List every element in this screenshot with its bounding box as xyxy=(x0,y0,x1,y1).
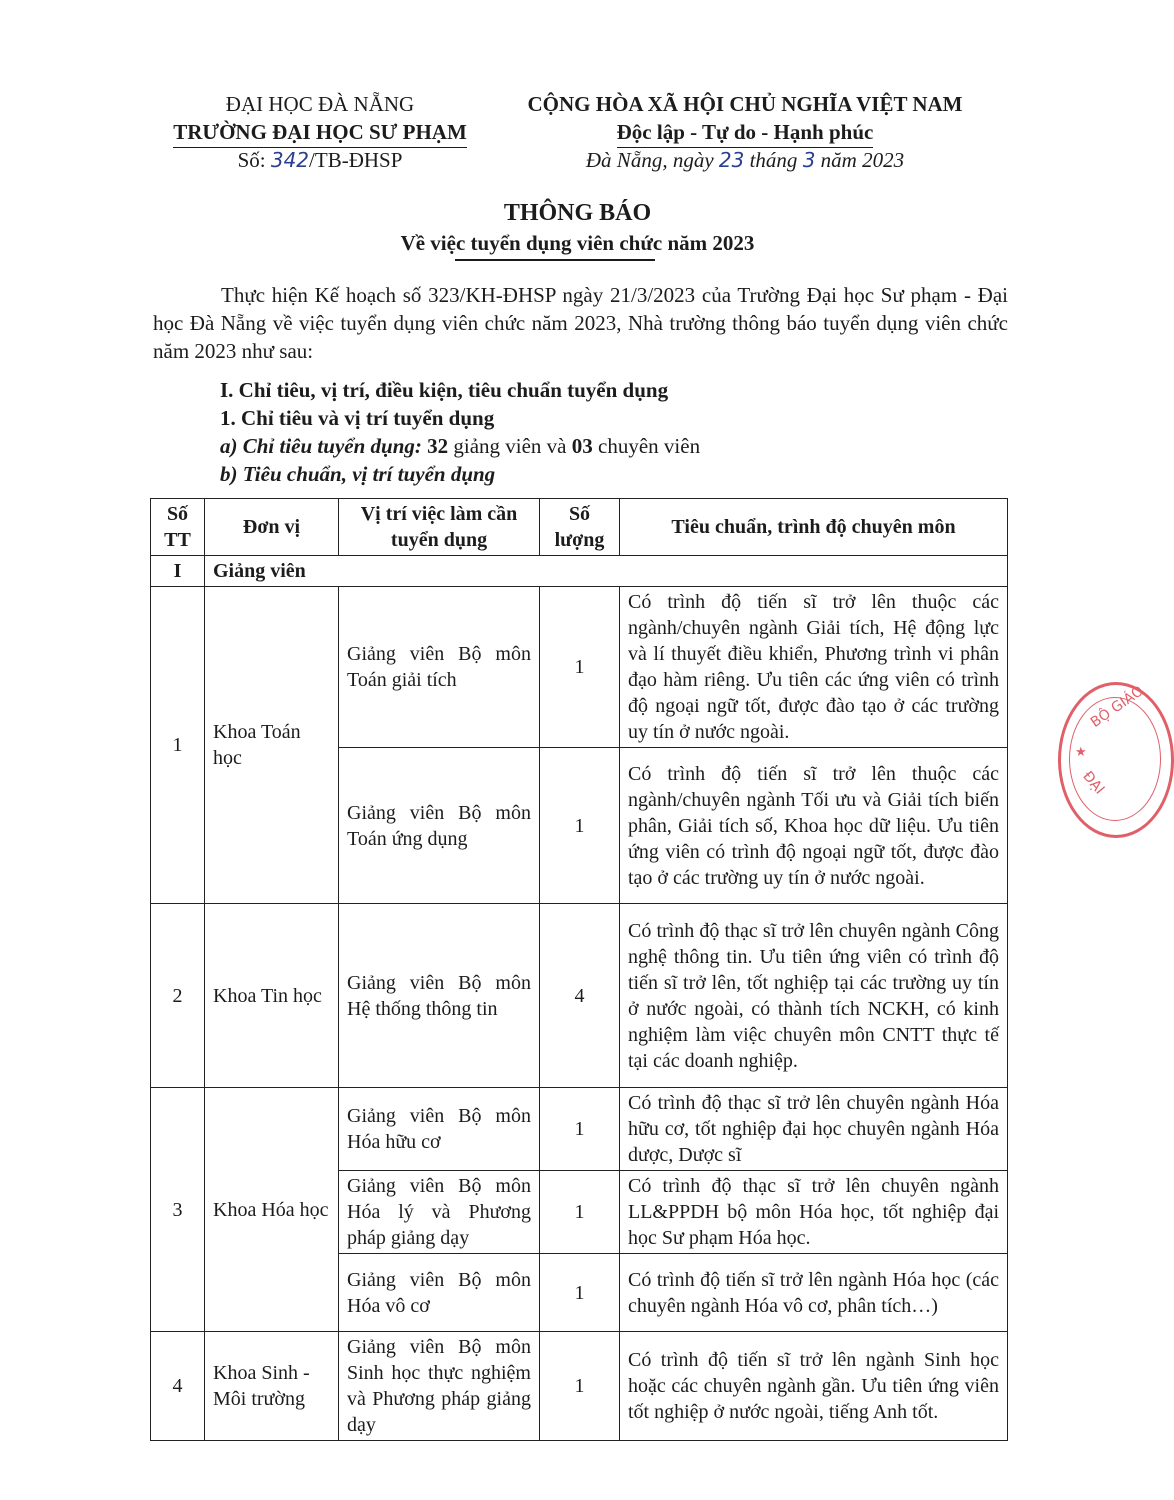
document-title: THÔNG BÁO xyxy=(503,200,652,226)
row-count: 1 xyxy=(540,1332,620,1441)
header-position: Vị trí việc làm cần tuyển dụng xyxy=(339,499,540,556)
quota-lecturers-count: 32 xyxy=(427,434,449,458)
national-motto: Độc lập - Tự do - Hạnh phúc xyxy=(616,120,874,144)
date-month-label: tháng xyxy=(749,148,798,172)
header-left xyxy=(150,90,490,174)
row-count: 1 xyxy=(540,1088,620,1171)
recruitment-table xyxy=(150,498,1008,1441)
section-heading-b: b) Tiêu chuẩn, vị trí tuyển dụng xyxy=(220,462,496,486)
header-unit: Đơn vị xyxy=(205,499,339,556)
row-count: 4 xyxy=(540,904,620,1088)
row-position: Giảng viên Bộ môn Hóa vô cơ xyxy=(339,1254,540,1332)
date-year: năm 2023 xyxy=(820,148,905,172)
row-position: Giảng viên Bộ môn Hóa hữu cơ xyxy=(339,1088,540,1171)
doc-number-handwritten: 342 xyxy=(270,148,310,172)
row-position: Giảng viên Bộ môn Toán giải tích xyxy=(339,587,540,748)
row-unit: Khoa Tin học xyxy=(205,904,339,1088)
official-seal-stamp xyxy=(1058,682,1174,838)
quota-line xyxy=(220,432,700,460)
row-count: 1 xyxy=(540,587,620,748)
table-row xyxy=(151,587,1008,748)
date-day: 23 xyxy=(718,148,745,172)
row-unit: Khoa Hóa học xyxy=(205,1088,339,1332)
row-count: 1 xyxy=(540,1171,620,1254)
intro-text: Thực hiện Kế hoạch số 323/KH-ĐHSP ngày 21/3/2023 của Trường Đại học Sư phạm - Đại học Đà Nẵng về việc tuyển dụng viên chức năm 2023, Nhà trường thông báo tuyển dụng viên chức năm 2023 như sau: xyxy=(153,283,1008,363)
document-date xyxy=(500,146,990,174)
seal-text-top: BỘ GIÁO xyxy=(1087,683,1147,731)
doc-number-suffix: /TB-ĐHSP xyxy=(309,148,403,172)
row-stt: 1 xyxy=(151,587,205,904)
quota-specialists-count: 03 xyxy=(571,434,593,458)
quota-label: a) Chỉ tiêu tuyển dụng: xyxy=(220,434,422,458)
row-standard: Có trình độ tiến sĩ trở lên ngành Hóa học (các chuyên ngành Hóa vô cơ, phân tích…) xyxy=(620,1254,1008,1332)
quota-lecturers-text: giảng viên và xyxy=(453,434,567,458)
header-count: Số lượng xyxy=(540,499,620,556)
row-position: Giảng viên Bộ môn Sinh học thực nghiệm và Phương pháp giảng dạy xyxy=(339,1332,540,1441)
group-roman: I xyxy=(151,556,205,587)
group-label: Giảng viên xyxy=(205,556,1008,587)
table-row xyxy=(151,1332,1008,1441)
intro-paragraph xyxy=(153,281,1008,365)
row-stt: 2 xyxy=(151,904,205,1088)
row-position: Giảng viên Bộ môn Hóa lý và Phương pháp giảng dạy xyxy=(339,1171,540,1254)
header-stt: Số TT xyxy=(151,499,205,556)
document-number xyxy=(150,146,490,174)
date-place: Đà Nẵng, ngày xyxy=(585,148,714,172)
row-standard: Có trình độ tiến sĩ trở lên ngành Sinh học hoặc các chuyên ngành gần. Ưu tiên ứng viên tốt nghiệp ở nước ngoài, tiếng Anh tốt. xyxy=(620,1332,1008,1441)
seal-star-icon: ★ xyxy=(1075,745,1087,760)
row-position: Giảng viên Bộ môn Toán ứng dụng xyxy=(339,748,540,904)
ministry-name: ĐẠI HỌC ĐÀ NẴNG xyxy=(225,92,415,116)
section-heading-1-1: 1. Chỉ tiêu và vị trí tuyển dụng xyxy=(220,406,495,430)
doc-number-prefix: Số: xyxy=(237,148,266,172)
row-stt: 3 xyxy=(151,1088,205,1332)
group-row xyxy=(151,556,1008,587)
table-row xyxy=(151,1088,1008,1171)
seal-text-bottom: ĐẠI xyxy=(1079,768,1108,798)
row-standard: Có trình độ thạc sĩ trở lên chuyên ngành Công nghệ thông tin. Ưu tiên ứng viên có trình độ tiến sĩ trở lên, tốt nghiệp tại các trường uy tín ở nước ngoài, có thành tích NCKH, có kinh nghiệm làm việc chuyên môn CNTT thực tế tại các doanh nghiệp. xyxy=(620,904,1008,1088)
row-stt: 4 xyxy=(151,1332,205,1441)
row-count: 1 xyxy=(540,748,620,904)
row-standard: Có trình độ tiến sĩ trở lên thuộc các ngành/chuyên ngành Giải tích, Hệ động lực và lí thuyết điều khiển, Phương trình vi phân đạo hàm riêng. Ưu tiên các ứng viên có trình độ ngoại ngữ tốt, được đào tạo ở các trường uy tín ở nước ngoài. xyxy=(620,587,1008,748)
table-row xyxy=(151,904,1008,1088)
header-right xyxy=(500,90,990,174)
row-standard: Có trình độ thạc sĩ trở lên chuyên ngành LL&PPDH bộ môn Hóa học, tốt nghiệp đại học Sư phạm Hóa học. xyxy=(620,1171,1008,1254)
row-unit: Khoa Toán học xyxy=(205,587,339,904)
row-standard: Có trình độ thạc sĩ trở lên chuyên ngành Hóa hữu cơ, tốt nghiệp đại học chuyên ngành Hóa dược, Dược sĩ xyxy=(620,1088,1008,1171)
date-month: 3 xyxy=(802,148,816,172)
subtitle-underline xyxy=(455,259,655,261)
document-subtitle: Về việc tuyển dụng viên chức năm 2023 xyxy=(400,231,755,255)
row-unit: Khoa Sinh - Môi trường xyxy=(205,1332,339,1441)
table-header-row xyxy=(151,499,1008,556)
row-standard: Có trình độ tiến sĩ trở lên thuộc các ngành/chuyên ngành Tối ưu và Giải tích biến phân, Giải tích số, Khoa học dữ liệu. Ưu tiên ứng viên có trình độ ngoại ngữ tốt, được đào tạo ở các trường uy tín ở nước ngoài. xyxy=(620,748,1008,904)
national-title: CỘNG HÒA XÃ HỘI CHỦ NGHĨA VIỆT NAM xyxy=(527,92,963,116)
row-position: Giảng viên Bộ môn Hệ thống thông tin xyxy=(339,904,540,1088)
section-heading-1: I. Chỉ tiêu, vị trí, điều kiện, tiêu chuẩn tuyển dụng xyxy=(220,378,669,402)
header-standard: Tiêu chuẩn, trình độ chuyên môn xyxy=(620,499,1008,556)
quota-specialists-text: chuyên viên xyxy=(598,434,701,458)
row-count: 1 xyxy=(540,1254,620,1332)
school-name: TRƯỜNG ĐẠI HỌC SƯ PHẠM xyxy=(173,120,467,144)
